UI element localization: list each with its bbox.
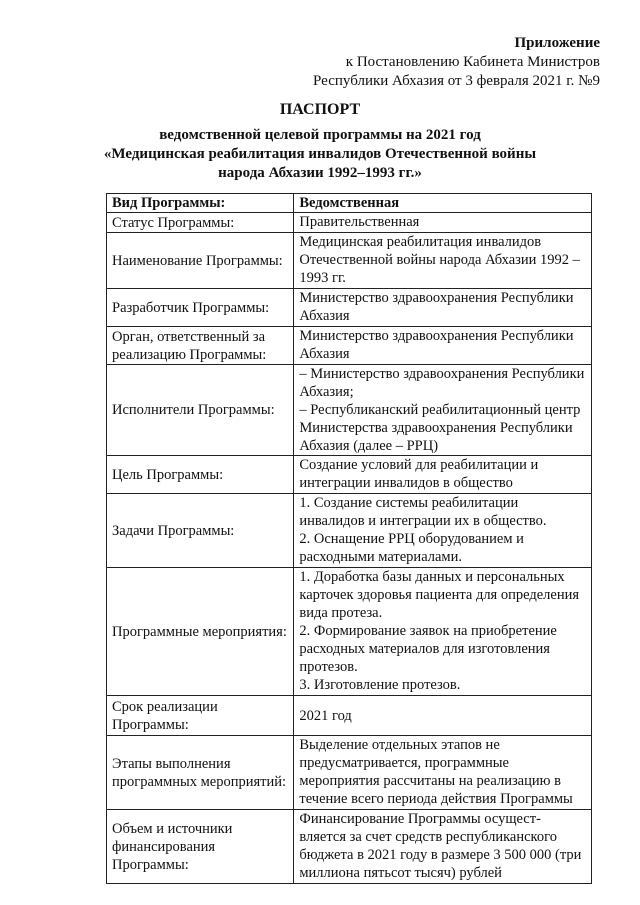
value-line: Правительственная bbox=[299, 214, 420, 230]
row-label: Статус Программы: bbox=[107, 213, 294, 233]
table-row bbox=[107, 494, 592, 568]
value-line: 2. Оснащение РРЦ оборудованием и расходными материалами. bbox=[299, 531, 524, 565]
table-header-row bbox=[107, 194, 592, 213]
row-label: Этапы выполнения программных мероприятий: bbox=[107, 736, 294, 810]
value-line: – Министерство здравоохранения Республики Абхазия; bbox=[299, 366, 585, 400]
row-value bbox=[294, 289, 592, 327]
row-label: Орган, ответственный за реализацию Программы: bbox=[107, 327, 294, 365]
value-line: 1. Создание системы реабилитации инвалидов и интеграции их в общество. bbox=[299, 495, 547, 529]
row-value bbox=[294, 456, 592, 494]
row-label: Программные мероприятия: bbox=[107, 568, 294, 696]
table-row bbox=[107, 736, 592, 810]
title-line-1: ведомственной целевой программы на 2021 год bbox=[159, 127, 481, 143]
row-label: Задачи Программы: bbox=[107, 494, 294, 568]
row-value bbox=[294, 327, 592, 365]
title-line-3: народа Абхазии 1992–1993 гг.» bbox=[218, 165, 422, 181]
appendix-title: Приложение bbox=[514, 35, 600, 51]
table-row bbox=[107, 810, 592, 884]
row-label: Разработчик Программы: bbox=[107, 289, 294, 327]
table-row bbox=[107, 213, 592, 233]
row-label: Цель Программы: bbox=[107, 456, 294, 494]
row-label: Исполнители Программы: bbox=[107, 365, 294, 456]
title-head: ПАСПОРТ bbox=[279, 101, 361, 118]
value-line: Выделение отдельных этапов не предусматривается, программные мероприятия рассчитаны на реализацию в течение всего периода действия Программы bbox=[299, 737, 573, 807]
value-line: 2. Формирование заявок на приобретение расходных материалов для изготовления протезов. bbox=[299, 623, 557, 675]
row-label: Объем и источники финансирования Программы: bbox=[107, 810, 294, 884]
value-line: Министерство здравоохранения Республики Абхазия bbox=[299, 328, 574, 362]
value-line: Медицинская реабилитация инвалидов Отечественной войны народа Абхазии 1992 – 1993 гг. bbox=[299, 234, 580, 286]
row-label: Срок реализации Программы: bbox=[107, 696, 294, 736]
value-line: Создание условий для реабилитации и интеграции инвалидов в общество bbox=[299, 457, 539, 491]
value-line: – Республиканский реабилитационный центр Министерства здравоохранения Республики Абхазия (далее – РРЦ) bbox=[299, 402, 581, 454]
table-row bbox=[107, 568, 592, 696]
value-line: 1. Доработка базы данных и персональных карточек здоровья пациента для определения вида протеза. bbox=[299, 569, 580, 621]
row-value bbox=[294, 696, 592, 736]
header-value: Ведомственная bbox=[294, 194, 592, 213]
row-value bbox=[294, 568, 592, 696]
row-value bbox=[294, 810, 592, 884]
value-line: 2021 год bbox=[299, 707, 352, 724]
row-value bbox=[294, 213, 592, 233]
row-value bbox=[294, 233, 592, 289]
row-value bbox=[294, 365, 592, 456]
appendix-line-1: к Постановлению Кабинета Министров bbox=[345, 54, 600, 70]
row-value bbox=[294, 736, 592, 810]
table-row bbox=[107, 289, 592, 327]
table-row bbox=[107, 456, 592, 494]
passport-table bbox=[106, 193, 592, 884]
appendix-block bbox=[313, 34, 600, 91]
header-label: Вид Программы: bbox=[107, 194, 294, 213]
value-line: 3. Изготовление протезов. bbox=[299, 677, 461, 693]
table-row bbox=[107, 365, 592, 456]
table-row bbox=[107, 696, 592, 736]
row-label: Наименование Программы: bbox=[107, 233, 294, 289]
table-row bbox=[107, 233, 592, 289]
value-line: Министерство здравоохранения Республики Абхазия bbox=[299, 290, 574, 324]
title-line-2: «Медицинская реабилитация инвалидов Отечественной войны bbox=[103, 146, 537, 162]
appendix-line-2: Республики Абхазия от 3 февраля 2021 г. №9 bbox=[313, 73, 600, 89]
table-row bbox=[107, 327, 592, 365]
value-line: Финансирование Программы осущест-вляется за счет средств республиканского бюджета в 2021 году в размере 3 500 000 (три миллиона пятьсот тысяч) рублей bbox=[299, 811, 582, 881]
document-title bbox=[60, 100, 580, 183]
row-value bbox=[294, 494, 592, 568]
